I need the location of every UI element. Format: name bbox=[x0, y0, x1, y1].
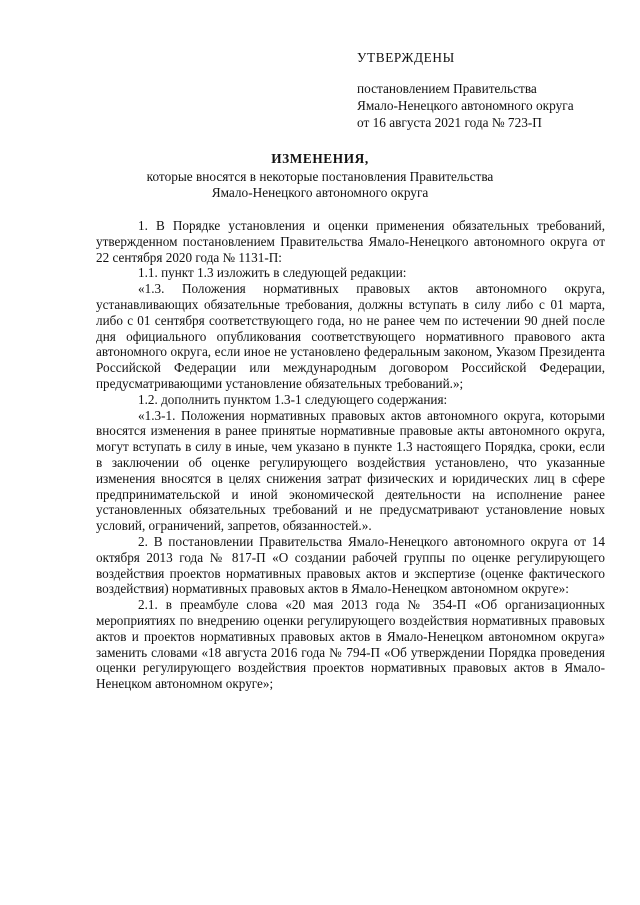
document-title: ИЗМЕНЕНИЯ, bbox=[271, 151, 369, 166]
approval-line-2: Ямало-Ненецкого автономного округа bbox=[357, 98, 574, 113]
paragraph-item-1-2: 1.2. дополнить пунктом 1.3-1 следующего содержания: bbox=[138, 391, 448, 407]
document-subtitle-line-1: которые вносятся в некоторые постановления Правительства bbox=[146, 169, 494, 184]
paragraph-item-1-1: 1.1. пункт 1.3 изложить в следующей редакции: bbox=[138, 265, 407, 281]
document-subtitle-line-2: Ямало-Ненецкого автономного округа bbox=[211, 185, 429, 200]
document-body bbox=[96, 218, 605, 692]
document-heading bbox=[60, 151, 580, 201]
approval-title: УТВЕРЖДЕНЫ bbox=[357, 50, 455, 65]
paragraph-item-2-1: 2.1. в преамбуле слова «20 мая 2013 года № 354-П «Об организационных мероприятиях по внедрению оценки регулирующего воздействия нормативных правовых актов и проектов нормативных правовых актов в Ямало-Ненецком автономном округа» заменить словами «18 августа 2016 года № 794-П «Об утверждении Порядка проведения оценки регулирующего воздействия проектов нормативных правовых актов в Ямало-Ненецком автономном округе»; bbox=[96, 597, 605, 692]
paragraph-quote-1-3-1: «1.3-1. Положения нормативных правовых актов автономного округа, которыми вносятся изменения в ранее принятые нормативные правовые акты автономного округа, могут вступать в силу в иные, чем указано в пункте 1.3 настоящего Порядка, сроки, если в заключении об оценке регулирующего воздействия установлено, что указанные изменения вносятся в целях снижения затрат физических и юридических лиц в сфере предпринимательской и иной экономической деятельности на исполнение ранее установленных обязательных требований и не предусматривают установление новых условий, ограничений, запретов, обязанностей.». bbox=[96, 407, 605, 534]
approval-line-3: от 16 августа 2021 года № 723-П bbox=[357, 115, 542, 130]
approval-block bbox=[357, 49, 627, 131]
paragraph-item-1: 1. В Порядке установления и оценки применения обязательных требований, утвержденном постановлением Правительства Ямало-Ненецкого автономного округа от 22 сентября 2020 года № 1131-П: bbox=[96, 218, 605, 265]
paragraph-item-2: 2. В постановлении Правительства Ямало-Ненецкого автономного округа от 14 октября 2013 года № 817-П «О создании рабочей группы по оценке регулирующего воздействия проектов нормативных правовых актов и экспертизе (оценке фактического воздействия) нормативных правовых актов в Ямало-Ненецком автономном округе»: bbox=[96, 533, 605, 597]
approval-line-1: постановлением Правительства bbox=[357, 81, 537, 96]
paragraph-quote-1-3: «1.3. Положения нормативных правовых актов автономного округа, устанавливающих обязательные требования, должны вступать в силу либо с 01 марта, либо с 01 сентября соответствующего года, но не ранее чем по истечении 90 дней после дня официального опубликования соответствующего нормативного правового акта автономного округа, если иное не установлено федеральным законом, Указом Президента Российской Федерации или международным договором Российской Федерации, предусматривающими установление обязательных требований.»; bbox=[96, 281, 605, 391]
